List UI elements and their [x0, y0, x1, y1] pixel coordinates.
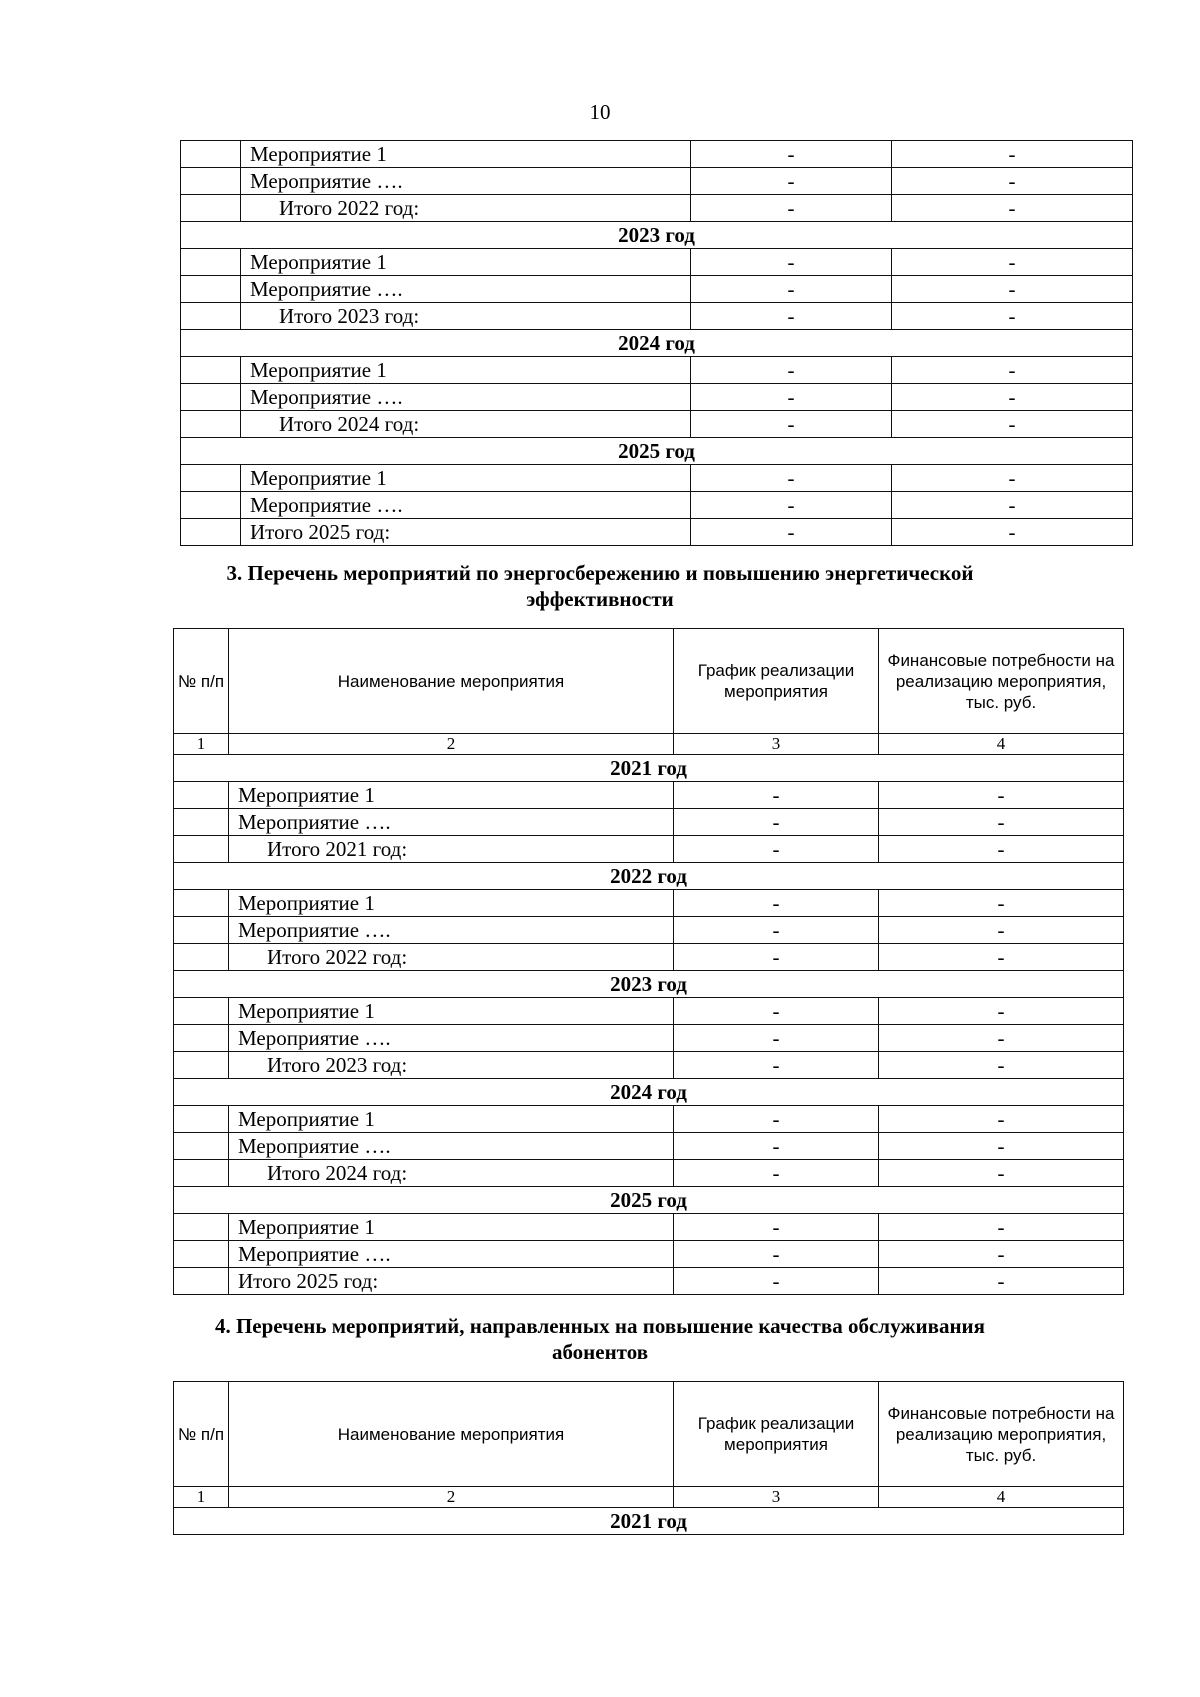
continued-measures-table: [180, 140, 1133, 546]
row-number-cell: [181, 276, 241, 303]
measure-name: Мероприятие ….: [229, 917, 674, 944]
schedule-value: -: [691, 411, 892, 438]
row-number-cell: [181, 303, 241, 330]
header-finance: Финансовые потребности на реализацию мероприятия, тыс. руб.: [879, 1382, 1124, 1487]
schedule-value: -: [691, 357, 892, 384]
schedule-value: -: [691, 519, 892, 546]
schedule-value: -: [691, 492, 892, 519]
row-number-cell: [174, 998, 229, 1025]
column-number: 2: [229, 734, 674, 755]
row-number-cell: [181, 384, 241, 411]
year-row: [181, 222, 1133, 249]
schedule-value: -: [674, 890, 879, 917]
year-heading: 2024 год: [174, 1079, 1124, 1106]
row-number-cell: [174, 1025, 229, 1052]
year-heading: 2025 год: [174, 1187, 1124, 1214]
schedule-value: -: [674, 1241, 879, 1268]
column-number-row: [174, 1487, 1124, 1508]
row-number-cell: [174, 1106, 229, 1133]
table-row: [181, 357, 1133, 384]
measure-name: Мероприятие 1: [241, 141, 691, 168]
measure-name: Мероприятие ….: [229, 1241, 674, 1268]
schedule-value: -: [674, 1133, 879, 1160]
section-4-title-line-2: абонентов: [551, 1340, 649, 1364]
finance-value: -: [879, 1160, 1124, 1187]
measure-name: Мероприятие ….: [229, 809, 674, 836]
section-3-title-line-2: эффективности: [526, 587, 674, 611]
total-label: Итого 2024 год:: [241, 411, 691, 438]
finance-value: -: [892, 384, 1133, 411]
total-row: [174, 1268, 1124, 1295]
table-row: [181, 384, 1133, 411]
row-number-cell: [181, 465, 241, 492]
table-header-row: [174, 1382, 1124, 1487]
measure-name: Мероприятие 1: [229, 782, 674, 809]
total-row: [181, 519, 1133, 546]
schedule-value: -: [674, 998, 879, 1025]
total-row: [181, 303, 1133, 330]
finance-value: -: [879, 1268, 1124, 1295]
measure-name: Мероприятие ….: [241, 492, 691, 519]
schedule-value: -: [691, 249, 892, 276]
column-number-row: [174, 734, 1124, 755]
table-row: [181, 465, 1133, 492]
measure-name: Мероприятие 1: [229, 890, 674, 917]
finance-value: -: [879, 1214, 1124, 1241]
total-row: [174, 1160, 1124, 1187]
column-number: 3: [674, 734, 879, 755]
schedule-value: -: [674, 1268, 879, 1295]
finance-value: -: [879, 998, 1124, 1025]
year-heading: 2023 год: [181, 222, 1133, 249]
finance-value: -: [892, 411, 1133, 438]
finance-value: -: [879, 890, 1124, 917]
year-heading: 2021 год: [174, 1508, 1124, 1535]
header-number: № п/п: [174, 629, 229, 734]
section-3-title-line-1: 3. Перечень мероприятий по энергосбережению и повышению энергетической: [226, 561, 974, 585]
row-number-cell: [181, 168, 241, 195]
finance-value: -: [879, 836, 1124, 863]
table-row: [181, 492, 1133, 519]
row-number-cell: [174, 1052, 229, 1079]
row-number-cell: [181, 357, 241, 384]
row-number-cell: [181, 519, 241, 546]
year-row: [174, 755, 1124, 782]
measure-name: Мероприятие 1: [241, 249, 691, 276]
table-row: [174, 1025, 1124, 1052]
row-number-cell: [174, 836, 229, 863]
total-label: Итого 2025 год:: [229, 1268, 674, 1295]
total-label: Итого 2022 год:: [241, 195, 691, 222]
column-number: 4: [879, 734, 1124, 755]
measure-name: Мероприятие 1: [241, 357, 691, 384]
energy-saving-measures-table: [173, 628, 1124, 1295]
row-number-cell: [174, 1214, 229, 1241]
schedule-value: -: [691, 303, 892, 330]
page-number: 10: [589, 100, 611, 124]
row-number-cell: [174, 1241, 229, 1268]
table-row: [174, 890, 1124, 917]
total-row: [181, 411, 1133, 438]
total-row: [181, 195, 1133, 222]
finance-value: -: [892, 519, 1133, 546]
row-number-cell: [174, 944, 229, 971]
row-number-cell: [174, 1160, 229, 1187]
year-heading: 2022 год: [174, 863, 1124, 890]
measure-name: Мероприятие 1: [229, 1214, 674, 1241]
header-number: № п/п: [174, 1382, 229, 1487]
schedule-value: -: [691, 168, 892, 195]
row-number-cell: [181, 141, 241, 168]
table-row: [181, 168, 1133, 195]
total-row: [174, 944, 1124, 971]
column-number: 1: [174, 734, 229, 755]
header-schedule: График реализации мероприятия: [674, 1382, 879, 1487]
row-number-cell: [174, 1133, 229, 1160]
total-row: [174, 836, 1124, 863]
row-number-cell: [181, 249, 241, 276]
finance-value: -: [879, 944, 1124, 971]
table-row: [181, 141, 1133, 168]
year-row: [174, 1187, 1124, 1214]
header-measure-name: Наименование мероприятия: [229, 1382, 674, 1487]
year-heading: 2023 год: [174, 971, 1124, 998]
total-label: Итого 2025 год:: [241, 519, 691, 546]
schedule-value: -: [674, 782, 879, 809]
service-quality-measures-table: [173, 1381, 1124, 1535]
schedule-value: -: [691, 465, 892, 492]
finance-value: -: [892, 492, 1133, 519]
schedule-value: -: [674, 1214, 879, 1241]
row-number-cell: [174, 917, 229, 944]
measure-name: Мероприятие ….: [229, 1025, 674, 1052]
schedule-value: -: [674, 1106, 879, 1133]
measure-name: Мероприятие ….: [229, 1133, 674, 1160]
finance-value: -: [879, 917, 1124, 944]
section-3-title: [150, 560, 1050, 612]
schedule-value: -: [691, 195, 892, 222]
measure-name: Мероприятие ….: [241, 276, 691, 303]
table-row: [174, 1214, 1124, 1241]
measure-name: Мероприятие ….: [241, 168, 691, 195]
header-measure-name: Наименование мероприятия: [229, 629, 674, 734]
year-row: [174, 1508, 1124, 1535]
measure-name: Мероприятие ….: [241, 384, 691, 411]
finance-value: -: [892, 357, 1133, 384]
table-header-row: [174, 629, 1124, 734]
row-number-cell: [174, 890, 229, 917]
year-row: [181, 330, 1133, 357]
schedule-value: -: [691, 141, 892, 168]
header-finance: Финансовые потребности на реализацию мероприятия, тыс. руб.: [879, 629, 1124, 734]
column-number: 3: [674, 1487, 879, 1508]
schedule-value: -: [674, 809, 879, 836]
total-row: [174, 1052, 1124, 1079]
table-row: [174, 917, 1124, 944]
finance-value: -: [892, 168, 1133, 195]
schedule-value: -: [691, 276, 892, 303]
total-label: Итого 2022 год:: [229, 944, 674, 971]
row-number-cell: [181, 492, 241, 519]
schedule-value: -: [674, 1160, 879, 1187]
finance-value: -: [879, 1025, 1124, 1052]
table-row: [174, 809, 1124, 836]
schedule-value: -: [674, 917, 879, 944]
table-row: [174, 1106, 1124, 1133]
measure-name: Мероприятие 1: [229, 1106, 674, 1133]
schedule-value: -: [674, 944, 879, 971]
measure-name: Мероприятие 1: [241, 465, 691, 492]
section-4-title: [150, 1313, 1050, 1365]
measure-name: Мероприятие 1: [229, 998, 674, 1025]
table-row: [174, 1241, 1124, 1268]
table-row: [181, 276, 1133, 303]
schedule-value: -: [674, 1025, 879, 1052]
schedule-value: -: [674, 1052, 879, 1079]
finance-value: -: [892, 141, 1133, 168]
finance-value: -: [892, 276, 1133, 303]
column-number: 4: [879, 1487, 1124, 1508]
column-number: 2: [229, 1487, 674, 1508]
finance-value: -: [879, 1241, 1124, 1268]
table-row: [181, 249, 1133, 276]
finance-value: -: [892, 303, 1133, 330]
header-schedule: График реализации мероприятия: [674, 629, 879, 734]
table-row: [174, 1133, 1124, 1160]
year-row: [174, 971, 1124, 998]
year-row: [181, 438, 1133, 465]
table-row: [174, 998, 1124, 1025]
finance-value: -: [879, 1133, 1124, 1160]
row-number-cell: [174, 782, 229, 809]
year-row: [174, 1079, 1124, 1106]
row-number-cell: [174, 809, 229, 836]
row-number-cell: [181, 195, 241, 222]
finance-value: -: [879, 1052, 1124, 1079]
year-heading: 2021 год: [174, 755, 1124, 782]
total-label: Итого 2023 год:: [241, 303, 691, 330]
row-number-cell: [174, 1268, 229, 1295]
schedule-value: -: [674, 836, 879, 863]
finance-value: -: [879, 809, 1124, 836]
year-heading: 2024 год: [181, 330, 1133, 357]
total-label: Итого 2021 год:: [229, 836, 674, 863]
finance-value: -: [879, 1106, 1124, 1133]
finance-value: -: [879, 782, 1124, 809]
row-number-cell: [181, 411, 241, 438]
table-row: [174, 782, 1124, 809]
finance-value: -: [892, 249, 1133, 276]
column-number: 1: [174, 1487, 229, 1508]
schedule-value: -: [691, 384, 892, 411]
year-heading: 2025 год: [181, 438, 1133, 465]
finance-value: -: [892, 465, 1133, 492]
total-label: Итого 2023 год:: [229, 1052, 674, 1079]
total-label: Итого 2024 год:: [229, 1160, 674, 1187]
finance-value: -: [892, 195, 1133, 222]
year-row: [174, 863, 1124, 890]
section-4-title-line-1: 4. Перечень мероприятий, направленных на повышение качества обслуживания: [214, 1314, 986, 1338]
